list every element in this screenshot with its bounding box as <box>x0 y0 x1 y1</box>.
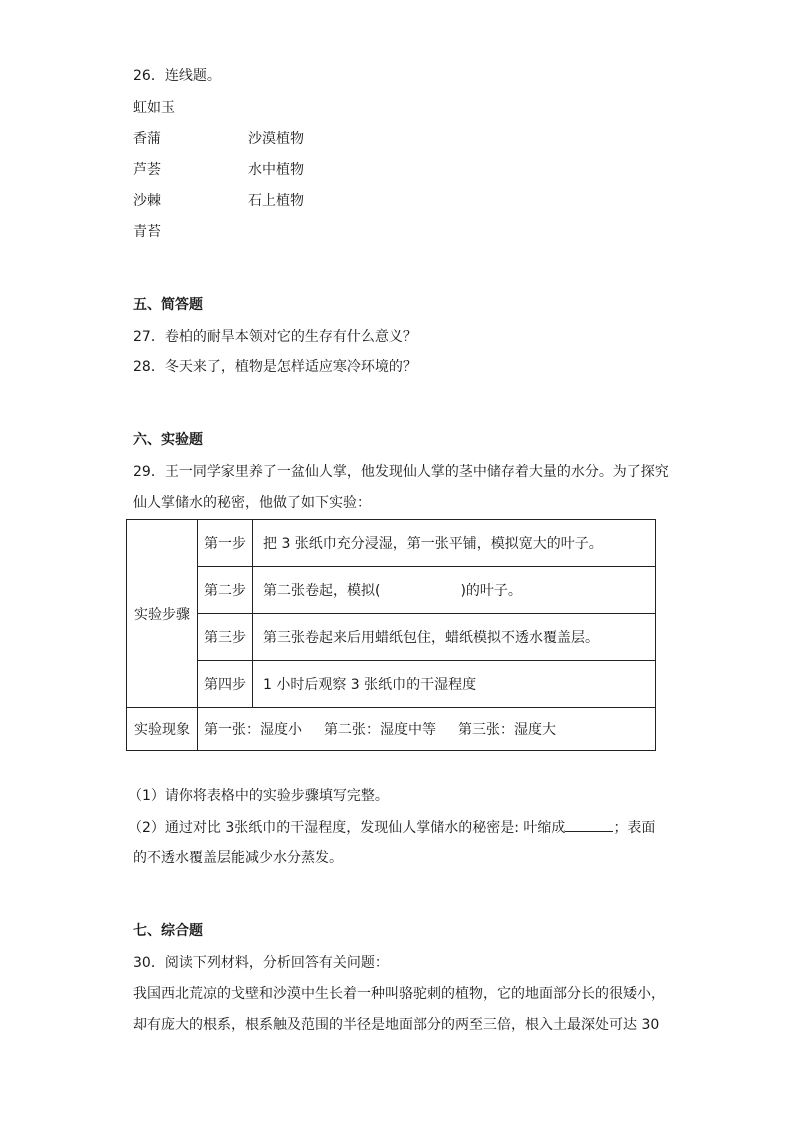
section-heading: 七、综合题 <box>133 923 203 939</box>
observation-item: 第三张：湿度大 <box>458 722 556 738</box>
question-27: 27．卷柏的耐旱本领对它的生存有什么意义？ <box>133 329 417 345</box>
observation-label: 实验现象 <box>127 708 198 751</box>
question-28: 28．冬天来了，植物是怎样适应寒冷环境的？ <box>133 359 417 375</box>
question-30-line3: 却有庞大的根系，根系触及范围的半径是地面部分的两至三倍，根入土最深处可达 30 <box>133 1017 660 1033</box>
sub-question-2 <box>128 817 655 838</box>
q26-left-item: 虹如玉 <box>133 100 175 116</box>
step-name: 第四步 <box>198 661 253 708</box>
q26-right-item: 石上植物 <box>248 193 304 209</box>
observation-item: 第二张：湿度中等 <box>324 722 436 738</box>
q26-left-item: 芦荟 <box>133 162 161 178</box>
q26-left-item: 沙棘 <box>133 193 161 209</box>
observation-item: 第一张：湿度小 <box>204 722 302 738</box>
question-29-line1: 29．王一同学家里养了一盆仙人掌，他发现仙人掌的茎中储存着大量的水分。为了探究 <box>133 464 669 480</box>
table-row <box>127 661 656 708</box>
step-text <box>253 567 656 614</box>
answer-blank[interactable] <box>565 817 613 832</box>
question-30-line1: 30．阅读下列材料，分析回答有关问题： <box>133 955 389 971</box>
q26-left-item: 香蒲 <box>133 131 161 147</box>
sub-question-1: （1）请你将表格中的实验步骤填写完整。 <box>128 788 389 804</box>
table-row <box>127 708 656 751</box>
table-row <box>127 567 656 614</box>
sub-question-2-line2: 的不透水覆盖层能减少水分蒸发。 <box>133 850 343 866</box>
step-text-after: )的叶子。 <box>460 583 522 599</box>
step-name: 第一步 <box>198 520 253 567</box>
step-name: 第三步 <box>198 614 253 661</box>
section-heading: 五、简答题 <box>133 297 203 313</box>
q26-title: 26．连线题。 <box>133 68 221 84</box>
table-row <box>127 614 656 661</box>
experiment-table <box>126 519 656 751</box>
sub-question-2-after: ；表面 <box>613 820 656 836</box>
question-30-line2: 我国西北荒凉的戈壁和沙漠中生长着一种叫骆驼刺的植物，它的地面部分长的很矮小， <box>133 986 665 1002</box>
step-text: 1 小时后观察 3 张纸巾的干湿程度 <box>253 661 656 708</box>
step-text-before: 第二张卷起，模拟( <box>263 583 381 599</box>
q26-left-item: 青苔 <box>133 224 161 240</box>
q26-right-item: 水中植物 <box>248 162 304 178</box>
question-29-line2: 仙人掌储水的秘密，他做了如下实验： <box>133 495 371 511</box>
q26-right-item: 沙漠植物 <box>248 131 304 147</box>
sub-question-2-before: （2）通过对比 3张纸巾的干湿程度，发现仙人掌储水的秘密是: 叶缩成 <box>128 820 566 836</box>
observation-cell <box>198 708 656 751</box>
step-text: 第三张卷起来后用蜡纸包住，蜡纸模拟不透水覆盖层。 <box>253 614 656 661</box>
section-heading: 六、实验题 <box>133 432 203 448</box>
table-row <box>127 520 656 567</box>
steps-label: 实验步骤 <box>127 520 198 708</box>
step-text: 把 3 张纸巾充分浸湿，第一张平铺，模拟宽大的叶子。 <box>253 520 656 567</box>
step-name: 第二步 <box>198 567 253 614</box>
